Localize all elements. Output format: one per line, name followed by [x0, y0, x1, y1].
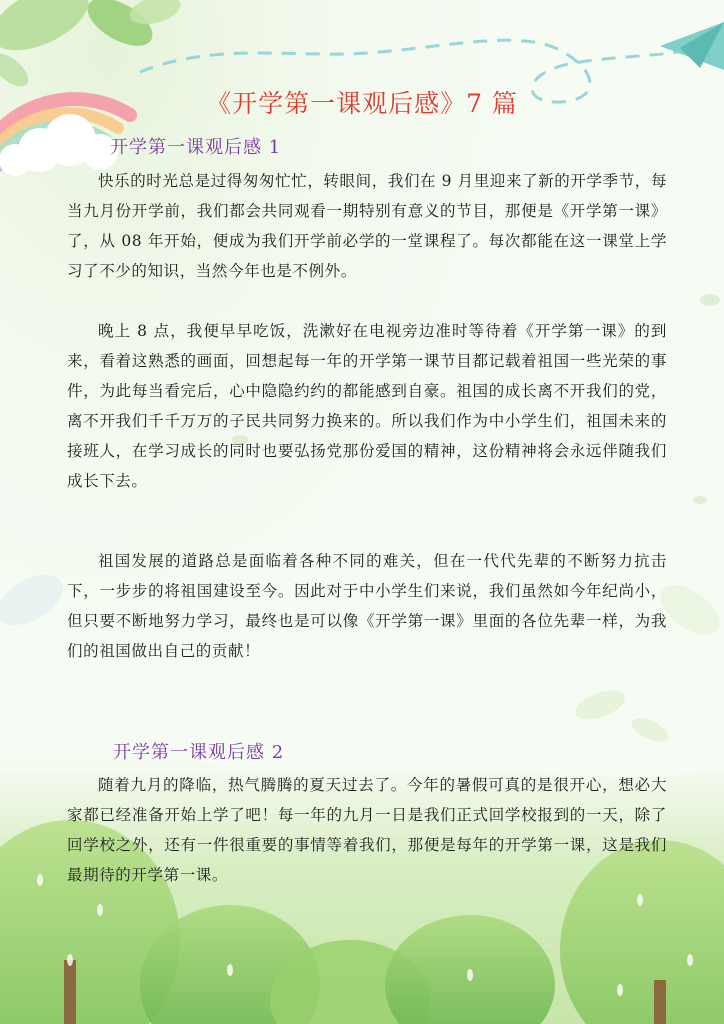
paragraph: 随着九月的降临，热气腾腾的夏天过去了。今年的暑假可真的是很开心，想必大家都已经准备开始上学了吧！每一年的九月一日是我们正式回学校报到的一天，除了回学校之外，还有一件很重要的事情等着我们，那便是每年的开学第一课，这是我们最期待的开学第一课。 — [67, 776, 667, 884]
paragraph: 晚上 8 点，我便早早吃饭，洗漱好在电视旁边准时等待着《开学第一课》的到来，看着这熟悉的画面，回想起每一年的开学第一课节目都记载着祖国一些光荣的事件，为此每当看完后，心中隐隐约约的都能感到自豪。祖国的成长离不开我们的党，离不开我们千千万万的子民共同努力换来的。所以我们作为中小学生们，祖国未来的接班人，在学习成长的同时也要弘扬党那份爱国的精神，这份精神将会永远伴随我们成长下去。 — [67, 322, 667, 490]
section-heading: 开学第一课观后感 1 — [110, 137, 282, 158]
paragraph: 祖国发展的道路总是面临着各种不同的难关，但在一代代先辈的不断努力抗击下，一步步的将祖国建设至今。因此对于中小学生们来说，我们虽然如今年纪尚小，但只要不断地努力学习，最终也是可以像《开学第一课》里面的各位先辈一样，为我们的祖国做出自己的贡献！ — [67, 552, 667, 660]
section-heading: 开学第一课观后感 2 — [113, 742, 285, 763]
document-title: 《开学第一课观后感》7 篇 — [206, 89, 518, 118]
paragraph: 快乐的时光总是过得匆匆忙忙，转眼间，我们在 9 月里迎来了新的开学季节，每当九月份开学前，我们都会共同观看一期特别有意义的节目，那便是《开学第一课》了，从 08 年开始，便成为我们开学前必学的一堂课程了。每次都能在这一课堂上学习了不少的知识，当然今年也是不例外。 — [67, 172, 667, 280]
